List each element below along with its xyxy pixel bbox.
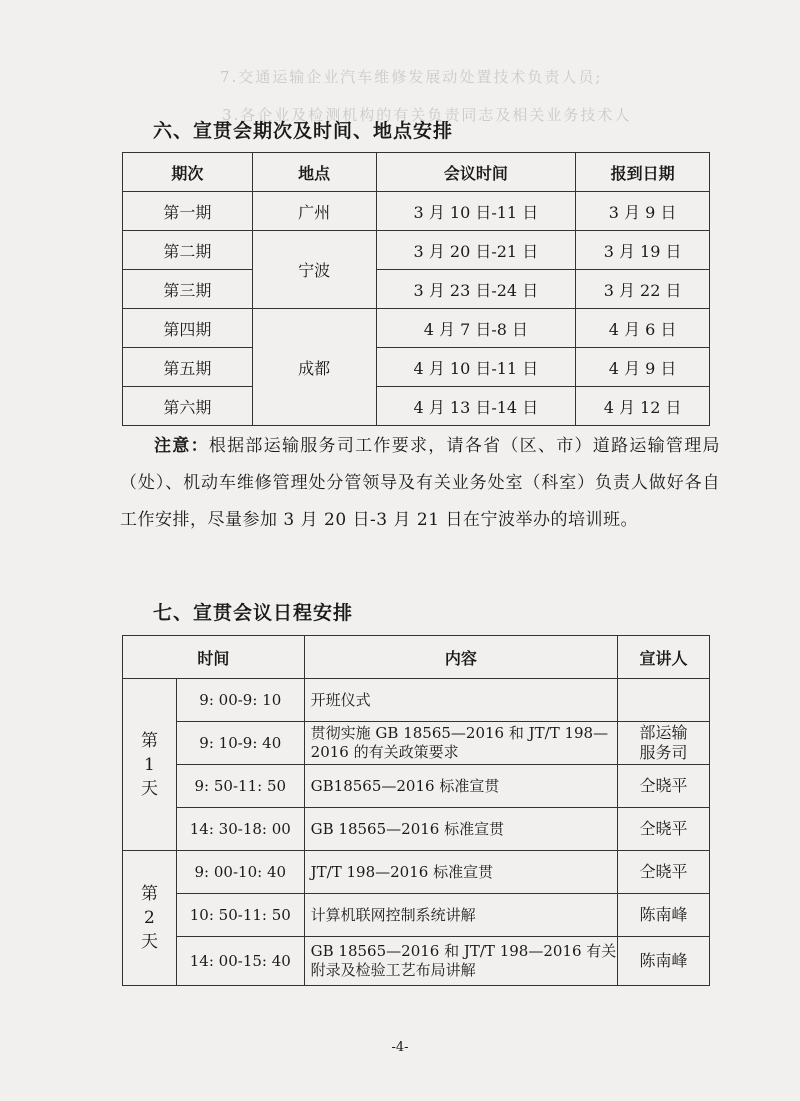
session-cell: 第五期	[123, 348, 253, 387]
checkin-cell: 4 月 12 日	[576, 387, 710, 426]
speaker-cell: 陈南峰	[618, 894, 710, 937]
checkin-cell: 3 月 22 日	[576, 270, 710, 309]
table-row	[123, 270, 710, 309]
table-row	[123, 937, 710, 986]
table-row	[123, 231, 710, 270]
time-cell: 9: 50-11: 50	[176, 765, 304, 808]
meeting-time-cell: 3 月 10 日-11 日	[376, 192, 576, 231]
day-1-cell: 第 1 天	[123, 679, 177, 851]
header-checkin-date: 报到日期	[576, 153, 710, 192]
header-meeting-time: 会议时间	[376, 153, 576, 192]
location-cell: 成都	[252, 309, 376, 426]
content-cell: GB18565—2016 标准宣贯	[304, 765, 617, 808]
bleed-through-text-2: 3.各企业及检测机构的有关负责同志及相关业务技术人	[222, 106, 632, 124]
section6-title: 六、宣贯会期次及时间、地点安排	[153, 120, 454, 142]
header-time: 时间	[123, 636, 305, 679]
table-row	[123, 722, 710, 765]
table-row	[123, 309, 710, 348]
time-cell: 9: 00-9: 10	[176, 679, 304, 722]
speaker-cell: 陈南峰	[618, 937, 710, 986]
table-header-row	[123, 153, 710, 192]
speaker-cell: 仝晓平	[618, 765, 710, 808]
meeting-time-cell: 3 月 23 日-24 日	[376, 270, 576, 309]
content-cell: 开班仪式	[304, 679, 617, 722]
meeting-time-cell: 3 月 20 日-21 日	[376, 231, 576, 270]
bleed-through-text-1: 7.交通运输企业汽车维修发展动处置技术负责人员;	[220, 68, 603, 86]
note-label: 注意：	[154, 436, 209, 456]
meeting-time-cell: 4 月 13 日-14 日	[376, 387, 576, 426]
checkin-cell: 3 月 9 日	[576, 192, 710, 231]
meeting-time-cell: 4 月 10 日-11 日	[376, 348, 576, 387]
content-cell: GB 18565—2016 标准宣贯	[304, 808, 617, 851]
session-cell: 第三期	[123, 270, 253, 309]
agenda-table	[122, 635, 710, 986]
table-row	[123, 808, 710, 851]
table-row	[123, 851, 710, 894]
location-cell: 广州	[252, 192, 376, 231]
meeting-time-cell: 4 月 7 日-8 日	[376, 309, 576, 348]
location-cell: 宁波	[252, 231, 376, 309]
page-number: -4-	[391, 1040, 409, 1055]
session-cell: 第二期	[123, 231, 253, 270]
header-speaker: 宣讲人	[618, 636, 710, 679]
table-row	[123, 679, 710, 722]
checkin-cell: 3 月 19 日	[576, 231, 710, 270]
note-paragraph	[120, 428, 720, 539]
day-2-cell: 第 2 天	[123, 851, 177, 986]
header-content: 内容	[304, 636, 617, 679]
section7-title: 七、宣贯会议日程安排	[153, 602, 354, 624]
header-location: 地点	[252, 153, 376, 192]
note-text: 根据部运输服务司工作要求，请各省（区、市）道路运输管理局（处）、机动车维修管理处分管领导及有关业务处室（科室）负责人做好各自工作安排，尽量参加 3 月 20 日-3 月 21 日在宁波举办的培训班。	[120, 436, 721, 530]
table-row	[123, 192, 710, 231]
time-cell: 9: 00-10: 40	[176, 851, 304, 894]
content-cell: 贯彻实施 GB 18565—2016 和 JT/T 198—2016 的有关政策要求	[304, 722, 617, 765]
speaker-cell	[618, 679, 710, 722]
table-row	[123, 894, 710, 937]
content-cell: 计算机联网控制系统讲解	[304, 894, 617, 937]
time-cell: 10: 50-11: 50	[176, 894, 304, 937]
checkin-cell: 4 月 9 日	[576, 348, 710, 387]
time-cell: 9: 10-9: 40	[176, 722, 304, 765]
table-row	[123, 765, 710, 808]
table-header-row	[123, 636, 710, 679]
speaker-cell: 仝晓平	[618, 808, 710, 851]
table-row	[123, 348, 710, 387]
content-cell: GB 18565—2016 和 JT/T 198—2016 有关附录及检验工艺布局讲解	[304, 937, 617, 986]
table-row	[123, 387, 710, 426]
speaker-cell: 仝晓平	[618, 851, 710, 894]
session-cell: 第六期	[123, 387, 253, 426]
session-cell: 第四期	[123, 309, 253, 348]
session-schedule-table	[122, 152, 710, 426]
speaker-cell: 部运输服务司	[618, 722, 710, 765]
content-cell: JT/T 198—2016 标准宣贯	[304, 851, 617, 894]
session-cell: 第一期	[123, 192, 253, 231]
header-session: 期次	[123, 153, 253, 192]
checkin-cell: 4 月 6 日	[576, 309, 710, 348]
time-cell: 14: 30-18: 00	[176, 808, 304, 851]
time-cell: 14: 00-15: 40	[176, 937, 304, 986]
